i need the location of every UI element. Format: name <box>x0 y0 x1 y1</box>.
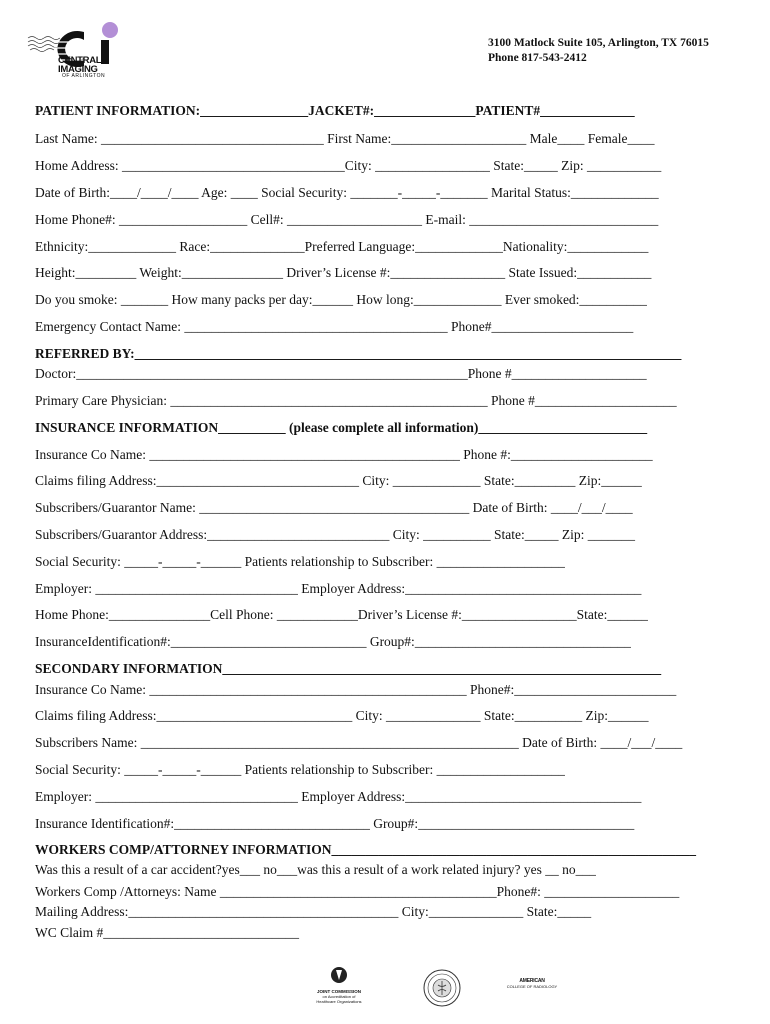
acr-logo <box>504 978 560 989</box>
seal-icon <box>422 968 462 1008</box>
accident-question-row: Was this a result of a car accident?yes___ no___was this a result of a work related injury? yes __ no___ <box>35 862 596 877</box>
workers-comp-header: WORKERS COMP/ATTORNEY INFORMATION______________________________________________________ <box>35 842 697 857</box>
secondary-claims-address-row: Claims filing Address:_____________________________ City: ______________ State:__________ Zip:______ <box>35 708 649 723</box>
phone-line: Phone 817-543-2412 <box>488 52 587 64</box>
secondary-insurance-id-row: Insurance Identification#:_____________________________ Group#:________________________________ <box>35 816 635 831</box>
jc-line3: Healthcare Organizations <box>316 999 362 1004</box>
dob-row: Date of Birth:____/____/____ Age: ____ Social Security: _______-_____-_______ Marital Status:_____________ <box>35 185 659 200</box>
claims-address-row: Claims filing Address:______________________________ City: _____________ State:_________ Zip:______ <box>35 473 642 488</box>
joint-commission-logo <box>308 966 370 1004</box>
secondary-subscriber-name-row: Subscribers Name: ________________________________________________________ Date of Birth: ____/___/____ <box>35 735 683 750</box>
secondary-information-header: SECONDARY INFORMATION_________________________________________________________________ <box>35 661 662 676</box>
smoking-row: Do you smoke: _______ How many packs per day:______ How long:_____________ Ever smoked:__________ <box>35 292 647 307</box>
acr-line1: AMERICAN <box>519 978 545 984</box>
home-phone-row: Home Phone#: ___________________ Cell#: ____________________ E-mail: ____________________________ <box>35 212 659 227</box>
logo-wordmark <box>58 56 101 74</box>
clinic-address <box>488 36 709 66</box>
logo-line2: IMAGING <box>58 64 98 75</box>
primary-care-row: Primary Care Physician: _______________________________________________ Phone #_____________________ <box>35 393 677 408</box>
logo-line1: CENTRAL <box>58 55 102 66</box>
social-security-row: Social Security: _____-_____-______ Patients relationship to Subscriber: ___________________ <box>35 554 565 569</box>
emergency-contact-row: Emergency Contact Name: _______________________________________ Phone#_____________________ <box>35 319 634 334</box>
acr-line2: COLLEGE OF RADIOLOGY <box>506 984 558 989</box>
patient-information-header: PATIENT INFORMATION:________________JACKET#:_______________PATIENT#______________ <box>35 103 635 118</box>
name-row: Last Name: _________________________________ First Name:____________________ Male____ Female____ <box>35 131 655 146</box>
home-address-row: Home Address: _________________________________City: _________________ State:_____ Zip: ___________ <box>35 158 662 173</box>
insurance-id-row: InsuranceIdentification#:_____________________________ Group#:________________________________ <box>35 634 631 649</box>
subscriber-name-row: Subscribers/Guarantor Name: ________________________________________ Date of Birth: ____/___/____ <box>35 500 633 515</box>
logo-subtitle: OF ARLINGTON <box>62 73 106 79</box>
secondary-social-security-row: Social Security: _____-_____-______ Patients relationship to Subscriber: ___________________ <box>35 762 565 777</box>
joint-commission-icon <box>330 966 348 984</box>
jc-line2: on Accreditation of <box>322 994 356 999</box>
subscriber-address-row: Subscribers/Guarantor Address:___________________________ City: __________ State:_____ Zip: _______ <box>35 527 635 542</box>
secondary-insurance-co-row: Insurance Co Name: _______________________________________________ Phone#:________________________ <box>35 682 677 697</box>
insurance-co-row: Insurance Co Name: ______________________________________________ Phone #:_____________________ <box>35 447 653 462</box>
referred-by-header: REFERRED BY:_________________________________________________________________________________ <box>35 346 682 361</box>
jc-line1: JOINT COMMISSION <box>316 989 361 994</box>
secondary-employer-row: Employer: ______________________________ Employer Address:___________________________________ <box>35 789 642 804</box>
attorney-row: Workers Comp /Attorneys: Name _________________________________________Phone#: ____________________ <box>35 884 680 899</box>
height-row: Height:_________ Weight:_______________ Driver’s License #:_________________ State Issued:___________ <box>35 265 652 280</box>
seal-logo <box>422 968 462 1013</box>
insurance-information-header: INSURANCE INFORMATION__________ (please complete all information)_________________________ <box>35 420 648 435</box>
wc-claim-row: WC Claim #_____________________________ <box>35 925 299 940</box>
employer-row: Employer: ______________________________ Employer Address:___________________________________ <box>35 581 642 596</box>
ethnicity-row: Ethnicity:_____________ Race:______________Preferred Language:_____________Nationality:____________ <box>35 239 649 254</box>
home-phone-insurance-row: Home Phone:_______________Cell Phone: ____________Driver’s License #:_________________State:______ <box>35 607 648 622</box>
doctor-row: Doctor:__________________________________________________________Phone #____________________ <box>35 366 647 381</box>
address-line: 3100 Matlock Suite 105, Arlington, TX 76015 <box>488 37 709 49</box>
mailing-address-row: Mailing Address:________________________________________ City:______________ State:_____ <box>35 904 592 919</box>
